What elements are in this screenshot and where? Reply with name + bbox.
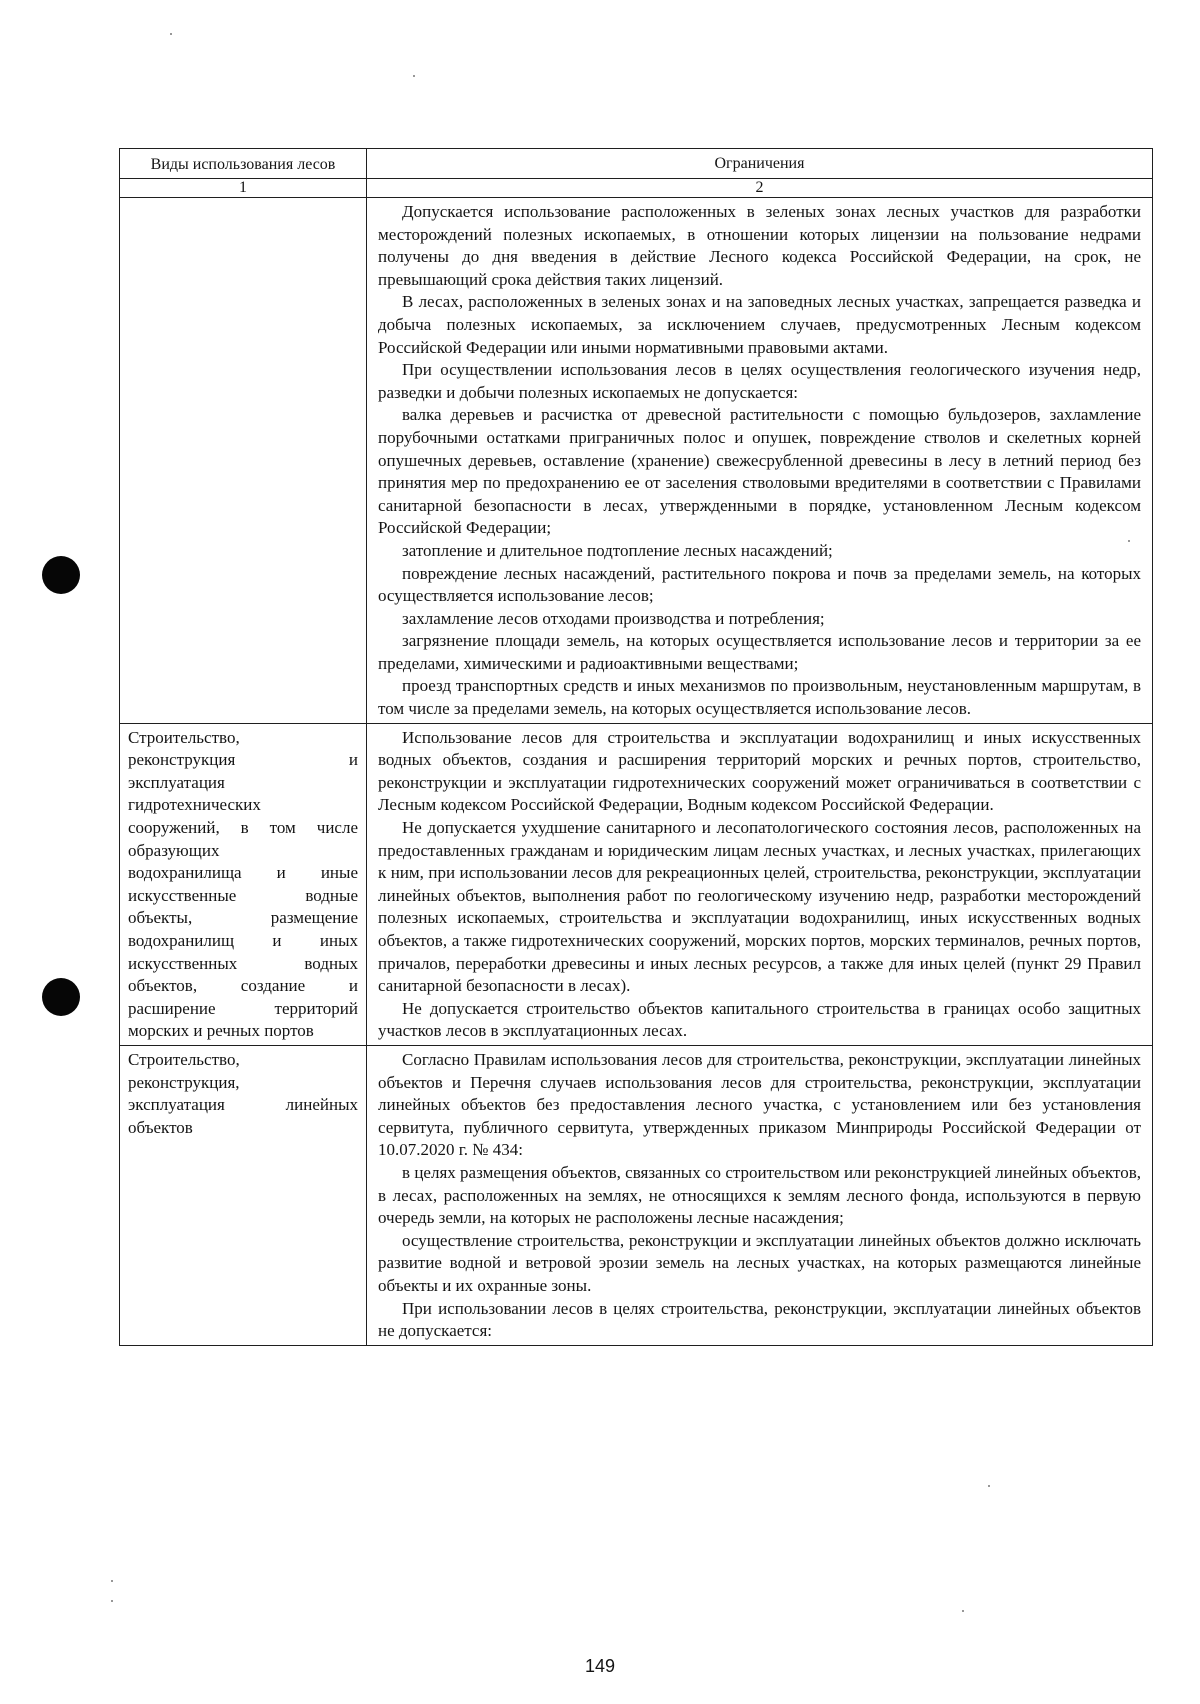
use-type-line: реконструкция, xyxy=(128,1072,240,1092)
restrictions-cell xyxy=(367,198,1152,723)
column-number-row xyxy=(120,178,1152,197)
use-type-line: сооружений, в том числе xyxy=(128,818,358,838)
scan-speck xyxy=(413,75,415,77)
use-type-line: водохранилища и иные xyxy=(128,863,358,883)
paragraph: захламление лесов отходами производства и потребления; xyxy=(402,608,825,628)
paragraph: Использование лесов для строительства и эксплуатации водохранилищ и иных искусственных водных объектов, создания и расширения территорий морских и речных портов, строительство, реконструкции и эксплуатации гидротехнических сооружений может ограничиваться в соответствии с Лесным кодексом Российской Федерации, Водным кодексом Российской Федерации. xyxy=(378,727,1141,815)
use-type-line: объектов xyxy=(128,1117,193,1137)
header-restrictions: Ограничения xyxy=(714,155,805,172)
table-row xyxy=(120,197,1152,723)
paragraph: повреждение лесных насаждений, растительного покрова и почв за пределами земель, на которых осуществляется использование лесов; xyxy=(378,563,1141,606)
use-type-line: Строительство, xyxy=(128,1049,240,1069)
use-type-line: искусственных водных xyxy=(128,953,358,973)
use-type-line: гидротехнических xyxy=(128,795,261,815)
paragraph: затопление и длительное подтопление лесных насаждений; xyxy=(402,540,833,560)
table-row xyxy=(120,1045,1152,1345)
restrictions-cell xyxy=(367,724,1152,1045)
column-number-1: 1 xyxy=(120,179,367,197)
paragraph: При осуществлении использования лесов в целях осуществления геологического изучения недр, разведки и добычи полезных ископаемых не допускается: xyxy=(378,360,1141,402)
use-type-line: объектов, создание и xyxy=(128,976,358,996)
scan-speck xyxy=(988,1485,990,1487)
paragraph: загрязнение площади земель, на которых осуществляется использование лесов и территории за ее пределами, химическими и радиоактивными веществами; xyxy=(378,631,1141,673)
use-type-line: Строительство, xyxy=(128,727,240,747)
table-header-row xyxy=(120,149,1152,178)
use-type-line: образующих xyxy=(128,840,220,860)
column-number-2: 2 xyxy=(755,179,764,196)
paragraph: осуществление строительства, реконструкции и эксплуатации линейных объектов должно исключать развитие водной и ветровой эрозии земель на лесных участках, на которых размещаются линейные объекты и их охранные зоны. xyxy=(378,1230,1141,1295)
scan-speck xyxy=(170,33,172,35)
paragraph: В лесах, расположенных в зеленых зонах и на заповедных лесных участках, запрещается разведка и добыча полезных ископаемых, за исключением случаев, предусмотренных Лесным кодексом Российской Федерации или иными нормативными правовыми актами. xyxy=(378,292,1141,357)
use-type-line: эксплуатация xyxy=(128,772,225,792)
paragraph: При использовании лесов в целях строительства, реконструкции, эксплуатации линейных объектов не допускается: xyxy=(378,1298,1141,1341)
scan-speck xyxy=(111,1580,113,1582)
restrictions-table xyxy=(119,148,1153,1346)
paragraph: Согласно Правилам использования лесов для строительства, реконструкции, эксплуатации линейных объектов и Перечня случаев использования лесов для строительства, реконструкции, эксплуатации линейных объектов без предоставления лесного участка, с установлением или без установления сервитута, публичного сервитута, утвержденных приказом Минприроды Российской Федерации от 10.07.2020 г. № 434: xyxy=(378,1049,1141,1160)
paragraph: Не допускается ухудшение санитарного и лесопатологического состояния лесов, расположенных на предоставленных гражданам и юридическим лицам лесных участках, и лесных участках, прилегающих к ним, при использовании лесов для рекреационных целей, строительства, реконструкции, эксплуатации линейных объектов, выполнения работ по геологическому изучению недр, разработки месторождений полезных ископаемых, строительства и эксплуатации водохранилищ, иных искусственных водных объектов, а также гидротехнических сооружений, морских портов, морских терминалов, речных портов, причалов, переработки древесины и иных лесных ресурсов, а также для иных целей (пункт 29 Правил санитарной безопасности в лесах). xyxy=(378,818,1141,996)
paragraph: Не допускается строительство объектов капитального строительства в границах особо защитных участков лесов в эксплуатационных лесах. xyxy=(378,998,1141,1041)
paragraph: Допускается использование расположенных в зеленых зонах лесных участков для разработки месторождений полезных ископаемых, в отношении которых лицензии на пользование недрами получены до дня введения в действие Лесного кодекса Российской Федерации, на срок, не превышающий срока действия таких лицензий. xyxy=(378,202,1141,289)
use-type-line: реконструкция и xyxy=(128,750,358,770)
use-type-line: водохранилищ и иных xyxy=(128,931,358,950)
forest-use-type-cell xyxy=(120,1046,367,1345)
scan-speck xyxy=(111,1600,113,1602)
paragraph: проезд транспортных средств и иных механизмов по произвольным, неустановленным маршрутам, в том числе за пределами земель, на которых осуществляется использование лесов. xyxy=(378,676,1141,719)
page-number: 149 xyxy=(584,1656,616,1676)
use-type-line: эксплуатация линейных xyxy=(128,1095,358,1115)
forest-use-type-cell xyxy=(120,724,367,1045)
forest-use-type-cell xyxy=(120,198,367,723)
paragraph: валка деревьев и расчистка от древесной растительности с помощью бульдозеров, захламление порубочными остатками приграничных полос и опушек, повреждение стволов и скелетных корней опушечных деревьев, оставление (хранение) свежесрубленной древесины в лесу в летний период без принятия мер по предохранению ее от заселения стволовыми вредителями в соответствии с Правилами санитарной безопасности в лесах, утвержденными в порядке, установленном Лесным кодексом Российской Федерации; xyxy=(378,405,1141,538)
restrictions-cell xyxy=(367,1046,1152,1345)
punch-hole-upper xyxy=(42,556,80,594)
punch-hole-lower xyxy=(42,978,80,1016)
use-type-line: объекты, размещение xyxy=(128,908,358,928)
use-type-line: искусственные водные xyxy=(128,885,358,905)
header-forest-use-types: Виды использования лесов xyxy=(120,149,367,178)
paragraph: в целях размещения объектов, связанных со строительством или реконструкцией линейных объектов, в лесах, расположенных на землях, не относящихся к землям лесного фонда, используются в первую очередь земли, на которых не расположены лесные насаждения; xyxy=(378,1162,1141,1228)
use-type-line: расширение территорий xyxy=(128,998,358,1018)
table-row xyxy=(120,723,1152,1045)
scan-speck xyxy=(962,1610,964,1612)
use-type-line: морских и речных портов xyxy=(128,1021,314,1041)
